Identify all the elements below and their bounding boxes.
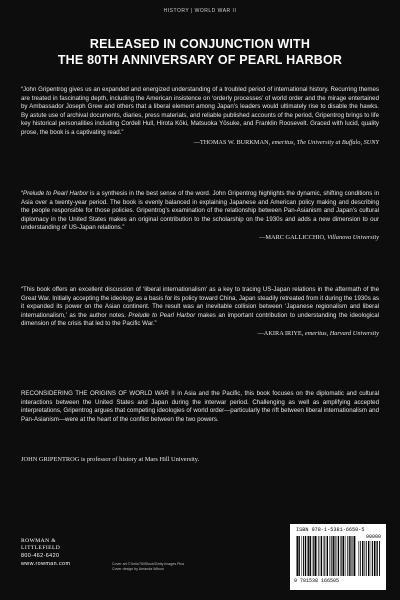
- quote-book-title: Prelude to Pearl Harbor: [128, 311, 196, 319]
- publisher-name-line-1: ROWMAN &: [21, 538, 57, 544]
- publisher-block: [21, 538, 70, 568]
- quote-author: —MARC GALLICCHIO,: [259, 233, 326, 241]
- headline: [20, 36, 380, 68]
- category-label: HISTORY | WORLD WAR II: [163, 8, 237, 14]
- barcode-box: [290, 524, 386, 590]
- headline-line-2: THE 80TH ANNIVERSARY OF PEARL HARBOR: [57, 53, 343, 67]
- quote-text-a: “This book offers an excellent discussion of ‘liberal internationalism’ as a key to tracing US-Japan relations in the aftermath of the Great War. Initially accepting the ideology as a basis for its policy toward China, Japan steadily retreated from it during the 1930s as it expanded its power on the Asian continent. The result was an inevitable collision between ‘Japanese regionalism and liberal internationalism,’ as the author notes.: [21, 286, 379, 319]
- quote-text: “John Gripentrog gives us an expanded and energized understanding of a troubled period of international history. Recurring themes are treated in fascinating depth, including the American insistence on ‘orderly processes’ of world order and the mirage entertained by Ambassador Joseph Grew and others that a liberal element among Japan’s leaders would ultimately rise to disable the hawks. By astute use of archival documents, diaries, press materials, and reliable published accounts of the period, Gripentrog brings to life key historical personalities including Cordell Hull, Hirota Kōki, Matsuoka Yōsuke, and Franklin Roosevelt. Graced with lucid, quality prose, the book is a captivating read.”: [21, 86, 379, 136]
- quote-text: is a synthesis in the best sense of the word. John Gripentrog highlights the dynamic, shifting conditions in Asia over a twenty-year period. The book is evenly balanced in explaining Japanese and American policy making and describing the people responsible for those policies. Gripentrog’s examination of the relationship between Pan-Asianism and Japan’s cultural diplomacy in the United States makes an original contribution to the scholarship on the 1930s and adds a new dimension to our understanding of US-Japan relations.”: [21, 190, 380, 232]
- quote-book-title: Prelude to Pearl Harbor: [23, 190, 89, 197]
- quote-author: —AKIRA IRIYE,: [257, 329, 304, 337]
- barcode-ean-bars: [296, 536, 356, 576]
- quote-attribution: [21, 234, 379, 243]
- endorsement-quote-1: [21, 86, 379, 147]
- author-bio: JOHN GRIPENTROG is professor of history at Mars Hill University.: [21, 456, 200, 463]
- quote-author: —THOMAS W. BURKMAN,: [193, 138, 271, 146]
- quote-attribution: [21, 139, 379, 148]
- quote-text-b: makes an important contribution to understanding the ideological dimension of the crisis that led to the Pacific War.”: [21, 311, 379, 328]
- book-description: RECONSIDERING THE ORIGINS OF WORLD WAR II in Asia and the Pacific, this book focuses on the diplomatic and cultural interactions between the United States and Japan during the interwar period. Challenging as well as amplifying accepted interpretations, Gripentrog argues that competing ideologies of world order—particularly the rift between liberal internationalism and Pan-Asianism—were at the heart of the conflict between the two powers.: [21, 390, 379, 424]
- price-code: 90000: [365, 534, 381, 540]
- publisher-website: www.rowman.com: [21, 561, 71, 567]
- endorsement-quote-3: [21, 286, 379, 339]
- cover-credits: [112, 562, 184, 572]
- cover-design-credit: Cover design by Amanda Wilson: [112, 567, 164, 571]
- barcode-addon-bars: [358, 541, 380, 576]
- ean-digits: 9 781538 166505: [294, 578, 340, 584]
- publisher-name-line-2: LITTLEFIELD: [21, 545, 61, 551]
- cover-art-credit: Cover art © tintin75/iStock/Getty Images Plus: [112, 562, 185, 566]
- quote-affiliation: Villanova University: [327, 233, 379, 241]
- endorsement-quote-2: “Prelude to Pearl Harbor is a synthesis in the best sense of the word. John Gripentrog highlights the dynamic, shifting conditions in Asia over a twenty-year period. The book is evenly balanced in explaining Japanese and American policy making and describing the people responsible for those policies. Gripentrog’s examination of the relationship between Pan-Asianism and Japan’s cultural diplomacy in the United States makes an original contribution to the scholarship on the 1930s and adds a new dimension to our understanding of US-Japan relations.” —MARC GALLICCHIO, Villanova University: [21, 190, 380, 241]
- quote-attribution: [21, 330, 379, 339]
- isbn-label: ISBN 978-1-5381-6650-5: [296, 527, 365, 533]
- headline-line-1: RELEASED IN CONJUNCTION WITH: [89, 37, 311, 51]
- quote-affiliation: emeritus, The University at Buffalo, SUNY: [271, 138, 379, 146]
- publisher-phone: 800-462-6420: [21, 553, 60, 559]
- quote-affiliation: emeritus, Harvard University: [304, 329, 379, 337]
